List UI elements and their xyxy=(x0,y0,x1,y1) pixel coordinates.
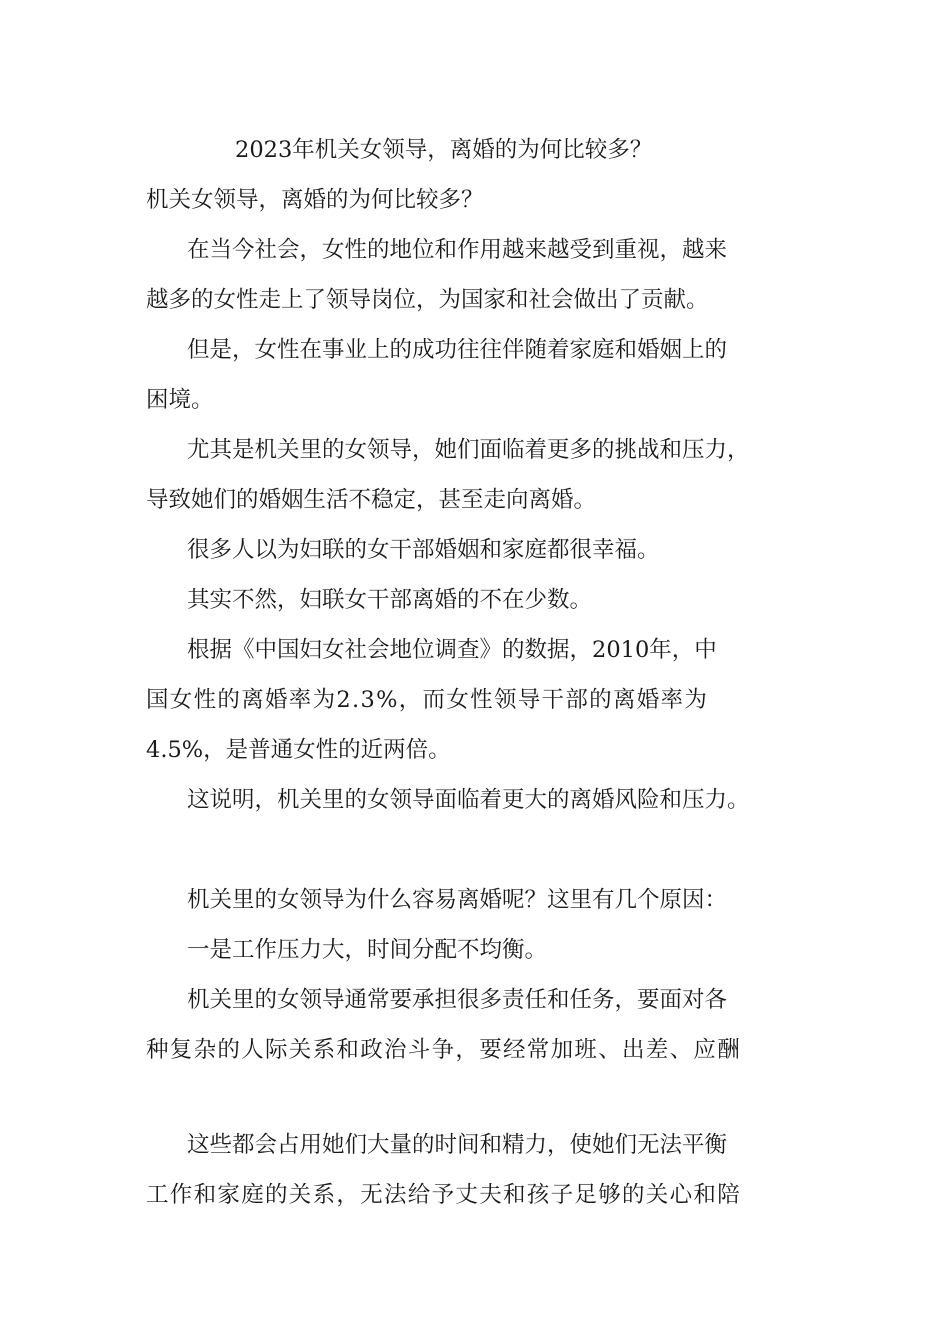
paragraph-line: 困境。 xyxy=(146,387,214,413)
paragraph-line: 机关里的女领导通常要承担很多责任和任务，要面对各 xyxy=(187,987,728,1013)
paragraph-line: 越多的女性走上了领导岗位，为国家和社会做出了贡献。 xyxy=(146,287,709,313)
paragraph-line: 但是，女性在事业上的成功往往伴随着家庭和婚姻上的 xyxy=(187,337,728,363)
paragraph-line: 尤其是机关里的女领导，她们面临着更多的挑战和压力， xyxy=(187,437,750,463)
paragraph-line: 机关里的女领导为什么容易离婚呢？这里有几个原因： xyxy=(187,887,728,913)
paragraph-line: 一是工作压力大，时间分配不均衡。 xyxy=(187,937,548,963)
paragraph-line: 导致她们的婚姻生活不稳定，甚至走向离婚。 xyxy=(146,487,597,513)
paragraph-line: 工作和家庭的关系，无法给予丈夫和孩子足够的关心和陪 xyxy=(146,1182,742,1208)
paragraph-line: 这些都会占用她们大量的时间和精力，使她们无法平衡 xyxy=(187,1132,728,1158)
paragraph-line: 机关女领导，离婚的为何比较多？ xyxy=(146,187,484,213)
paragraph-line: 在当今社会，女性的地位和作用越来越受到重视，越来 xyxy=(187,237,728,263)
paragraph-line: 这说明，机关里的女领导面临着更大的离婚风险和压力。 xyxy=(187,787,750,813)
paragraph-line: 很多人以为妇联的女干部婚姻和家庭都很幸福。 xyxy=(187,537,660,563)
document-title: 2023年机关女领导，离婚的为何比较多？ xyxy=(235,137,653,163)
paragraph-line: 4.5%，是普通女性的近两倍。 xyxy=(146,737,451,763)
paragraph-line: 种复杂的人际关系和政治斗争，要经常加班、出差、应酬 xyxy=(146,1037,742,1063)
paragraph-line: 其实不然，妇联女干部离婚的不在少数。 xyxy=(187,587,593,613)
paragraph-line: 国女性的离婚率为2.3%，而女性领导干部的离婚率为 xyxy=(146,687,709,713)
paragraph-line: 根据《中国妇女社会地位调查》的数据，2010年，中 xyxy=(187,637,717,663)
